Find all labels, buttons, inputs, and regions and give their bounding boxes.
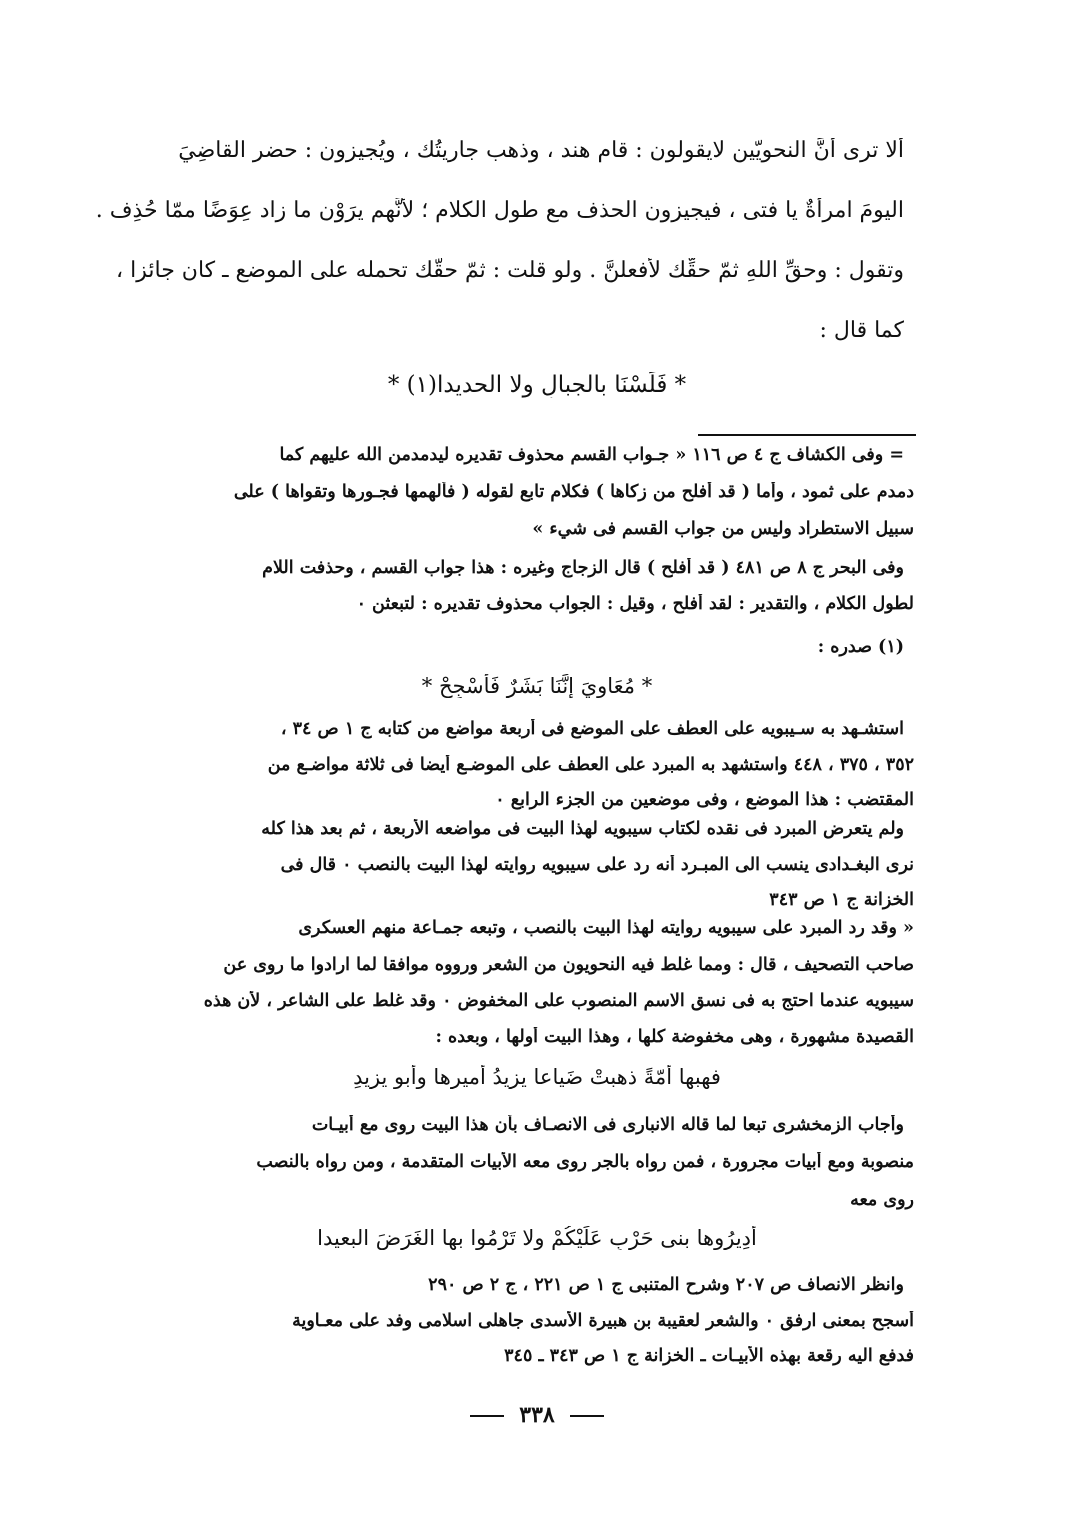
footnote-line-17: وأجاب الزمخشرى تبعا لما قاله الانبارى فى الانصـاف بأن هذا البيت روى مع أبيـات	[311, 1115, 904, 1135]
footnote-verse-2: فهبها أُمّةً ذهبتْ ضَياعا يزيدُ أميرها وأبو يزيدِ	[353, 1065, 721, 1089]
footnote-line-5: لطول الكلام ، والتقدير : لقد أفلح ، وقيل : الجواب محذوف تقديره : لتبعثن ٠	[356, 594, 914, 614]
footnote-line-10: ولم يتعرض المبرد فى نقده لكتاب سيبويه لهذا البيت فى مواضعه الأربعة ، ثم بعد هذا كله	[261, 819, 904, 839]
main-verse: * فَلَسْنَا بالجبالِ ولا الحديدا(١) *	[387, 372, 687, 398]
page-number-dash-left	[470, 1415, 504, 1417]
footnote-line-4: وفى البحر ج ٨ ص ٤٨١ ( قد أفلح ) قال الزجاج وغيره : هذا جواب القسم ، وحذفت اللام	[262, 558, 904, 578]
footnote-line-9: المقتضب : هذا الموضع ، وفى موضعين من الجزء الرابع ٠	[495, 790, 914, 810]
footnote-line-7: استشـهد به سـيبويه على العطف على الموضع فى أربعة مواضع من كتابه ج ١ ص ٣٤ ،	[280, 719, 904, 739]
footnote-verse-3: أَدِيرُوها بنى حَرْبٍ عَلَيْكُمْ ولا تَرْمُوا بها الغَرَضَ البعيدا	[317, 1226, 757, 1250]
footnote-line-12: الخزانة ج ١ ص ٣٤٣	[769, 890, 914, 910]
footnote-line-18: منصوبة ومع أبيات مجرورة ، فمن رواه بالجر روى معه الأبيات المتقدمة ، ومن رواه بالنصب	[256, 1152, 914, 1172]
main-text-line-2: اليومَ امرأةٌ يا فتى ، فيجيزون الحذف مع طول الكلام ؛ لأنَّهم يرَوْن ما زاد عِوَضًا ممّا حُذِف .	[95, 198, 904, 223]
footnote-line-11: نرى البغـدادى ينسب الى المبـرد أنه رد على سيبويه روايته لهذا البيت بالنصب ٠ قال فى	[280, 855, 914, 875]
page-number-text: ٣٣٨	[519, 1402, 555, 1428]
footnote-separator	[698, 434, 916, 436]
footnote-line-13: « وقد رد المبرد على سيبويه روايته لهذا البيت بالنصب ، وتبعه جمـاعة منهم العسكرى	[298, 918, 914, 938]
footnote-line-21: أسجح بمعنى ارفق ٠ والشعر لعقيبة بن هبيرة الأسدى جاهلى اسلامى وفد على معـاوية	[292, 1311, 914, 1331]
footnote-line-22: فدفع اليه رقعة بهذه الأبيـات ـ الخزانة ج ١ ص ٣٤٣ ـ ٣٤٥	[504, 1346, 914, 1366]
footnote-verse-1: * مُعَاوِيَ إنَّنَا بَشَرٌ فَأَسْجِحْ *	[421, 674, 653, 698]
footnote-line-16: القصيدة مشهورة ، وهى مخفوضة كلها ، وهذا البيت أولها ، وبعده :	[435, 1027, 914, 1047]
footnote-line-20: وانظر الانصاف ص ٢٠٧ وشرح المتنبى ج ١ ص ٢٢١ ، ج ٢ ص ٢٩٠	[428, 1275, 904, 1295]
footnote-line-3: سبيل الاستطراد وليس من جواب القسم فى شيء »	[532, 519, 914, 539]
main-text-line-3: وتقول : وحقِّ اللهِ ثمّ حقِّك لأفعلنَّ . ولو قلت : ثمّ حقَّك تحمله على الموضع ـ كان جائزا ،	[116, 258, 904, 283]
footnote-line-14: صاحب التصحيف ، قال : ومما غلط فيه النحويون من الشعر ورووه موافقا لما ارادوا ما روى عن	[223, 955, 914, 975]
main-text-line-1: ألا ترى أنَّ النحويّين لايقولون : قام هند ، وذهب جاريتُك ، ويُجيزون : حضر القاضِيَ	[178, 138, 904, 163]
footnote-line-8: ٣٥٢ ، ٣٧٥ ، ٤٤٨ واستشهد به المبرد على العطف على الموضـع أيضا فى ثلاثة مواضـع من	[267, 755, 914, 775]
page-number-dash-right	[570, 1415, 604, 1417]
footnote-line-1: = وفى الكشاف ج ٤ ص ١١٦ « جـواب القسم محذوف تقديره ليدمدمن الله عليهم كما	[279, 445, 904, 465]
footnote-line-2: دمدم على ثمود ، وأما ( قد أفلح من زكاها ) فكلام تابع لقوله ( فألهمها فجـورها وتقواها ) على	[233, 482, 914, 502]
footnote-line-15: سيبويه عندما احتج به فى نسق الاسم المنصوب على المخفوض ٠ وقد غلط على الشاعر ، لأن هذه	[203, 991, 914, 1011]
footnote-line-6: (١) صدره :	[817, 637, 904, 657]
page-number	[0, 1402, 1074, 1428]
footnote-line-19: روى معه	[850, 1190, 914, 1210]
main-text-line-4: كما قال :	[819, 318, 904, 343]
